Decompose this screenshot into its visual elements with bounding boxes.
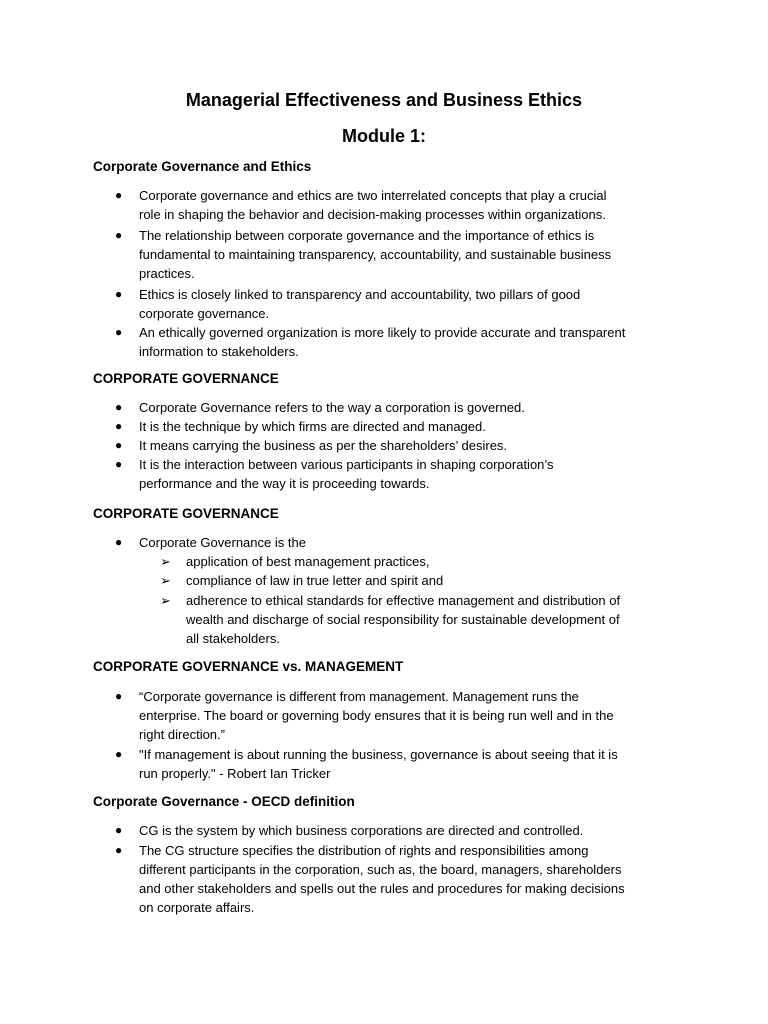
arrow-bullet-icon: ➢ xyxy=(160,573,171,588)
list-item-text: Corporate governance and ethics are two interrelated concepts that play a crucial role in shaping the behavior and decision-making processes within organizations. xyxy=(139,188,607,222)
module-title: Module 1: xyxy=(342,126,426,146)
bullet-icon: ● xyxy=(115,457,123,471)
list-item-text: “Corporate governance is different from management. Management runs the enterprise. The board or governing body ensures that it is being run well and in the right direction.” xyxy=(139,689,614,742)
bullet-icon: ● xyxy=(115,188,123,202)
arrow-bullet-icon: ➢ xyxy=(160,593,171,608)
section-heading: CORPORATE GOVERNANCE vs. MANAGEMENT xyxy=(93,659,404,674)
section-heading: CORPORATE GOVERNANCE xyxy=(93,506,279,521)
list-item-text: The CG structure specifies the distribution of rights and responsibilities among different participants in the corporation, such as, the board, managers, shareholders and other stakeholders and spells out the rules and procedures for making decisions on corporate affairs. xyxy=(139,843,625,915)
list-item-text: The relationship between corporate governance and the importance of ethics is fundamental to maintaining transparency, accountability, and sustainable business practices. xyxy=(139,228,612,281)
list-item-text: It means carrying the business as per the shareholders’ desires. xyxy=(139,438,508,453)
bullet-icon: ● xyxy=(115,438,123,452)
list-item-text: Corporate Governance is the xyxy=(139,535,306,550)
sub-list-item-text: adherence to ethical standards for effective management and distribution of wealth and discharge of social responsibility for sustainable development of all stakeholders. xyxy=(186,593,621,646)
bullet-icon: ● xyxy=(115,823,123,837)
section-heading: CORPORATE GOVERNANCE xyxy=(93,371,279,386)
bullet-icon: ● xyxy=(115,325,123,339)
bullet-icon: ● xyxy=(115,228,123,242)
list-item-text: It is the technique by which firms are directed and managed. xyxy=(139,419,486,434)
bullet-icon: ● xyxy=(115,843,123,857)
bullet-icon: ● xyxy=(115,400,123,414)
section-heading: Corporate Governance - OECD definition xyxy=(93,794,355,809)
list-item-text: An ethically governed organization is more likely to provide accurate and transparent information to stakeholders. xyxy=(139,325,626,359)
bullet-icon: ● xyxy=(115,747,123,761)
bullet-icon: ● xyxy=(115,689,123,703)
arrow-bullet-icon: ➢ xyxy=(160,554,171,569)
list-item-text: Corporate Governance refers to the way a corporation is governed. xyxy=(139,400,525,415)
list-item-text: "If management is about running the business, governance is about seeing that it is run properly." - Robert Ian Tricker xyxy=(139,747,618,781)
list-item-text: Ethics is closely linked to transparency and accountability, two pillars of good corporate governance. xyxy=(139,287,581,321)
sub-list-item-text: compliance of law in true letter and spirit and xyxy=(186,573,444,588)
list-item-text: It is the interaction between various participants in shaping corporation’s performance and the way it is proceeding towards. xyxy=(139,457,554,491)
bullet-icon: ● xyxy=(115,287,123,301)
bullet-icon: ● xyxy=(115,535,123,549)
bullet-icon: ● xyxy=(115,419,123,433)
section-heading: Corporate Governance and Ethics xyxy=(93,159,312,174)
sub-list-item-text: application of best management practices, xyxy=(186,554,430,569)
document-title: Managerial Effectiveness and Business Ethics xyxy=(185,90,583,110)
list-item-text: CG is the system by which business corporations are directed and controlled. xyxy=(139,823,584,838)
